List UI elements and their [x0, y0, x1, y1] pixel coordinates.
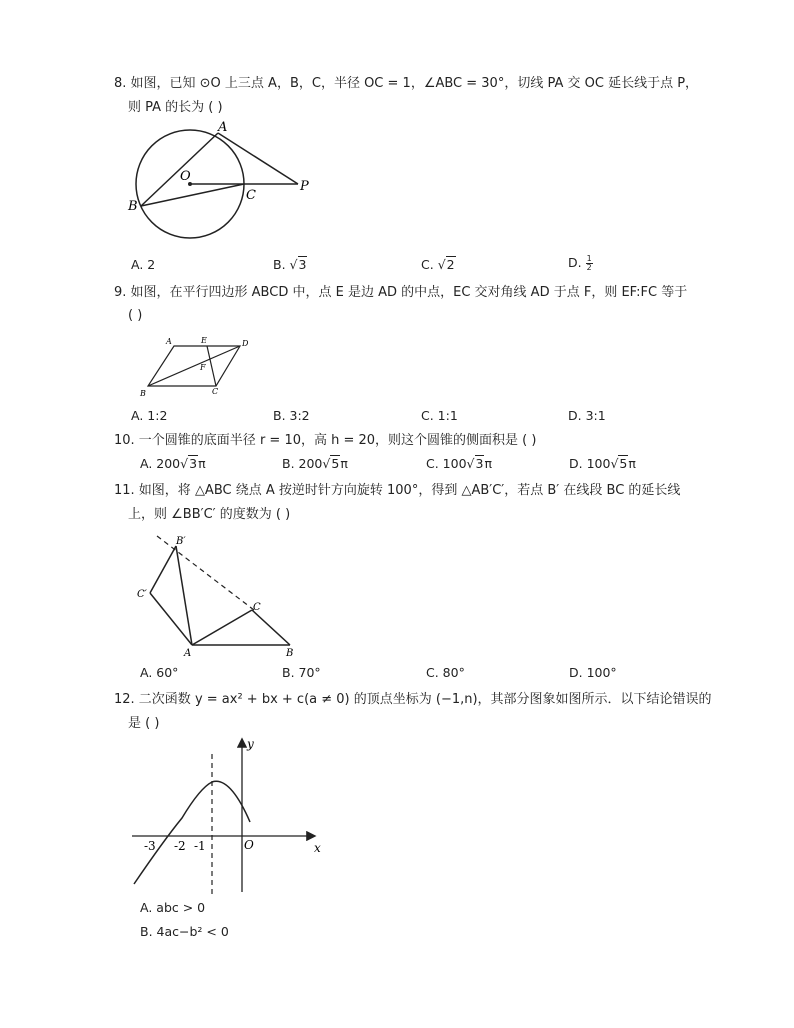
q9-option-b[interactable]: B. 3:2	[273, 408, 310, 423]
q12-stem-line1: 12. 二次函数 y = ax² + bx + c(a ≠ 0) 的顶点坐标为 (−1,n)，其部分图象如图所示．以下结论错误的	[114, 692, 712, 707]
q10-option-d-prefix: D. 100	[569, 456, 611, 471]
q10-option-d-radicand: 5	[619, 456, 628, 471]
q9-label-B: B	[140, 389, 146, 398]
q10-option-c-prefix: C. 100	[426, 456, 467, 471]
q11-label-B: B	[286, 648, 294, 658]
q8-circle-figure	[120, 118, 320, 246]
q12-label-m3: -3	[144, 839, 156, 853]
q12-label-y: y	[247, 737, 254, 751]
q10-option-a-prefix: A. 200	[140, 456, 181, 471]
q11-option-a[interactable]: A. 60°	[140, 665, 179, 680]
q12-label-m2: -2	[174, 839, 186, 853]
q8-stem-line2: 则 PA 的长为 ( )	[128, 100, 223, 115]
q10-option-b[interactable]: B. 200√5π	[282, 456, 348, 471]
q9-segment-EC	[207, 346, 216, 386]
q9-option-a[interactable]: A. 1:2	[131, 408, 168, 423]
q12-label-x: x	[314, 841, 321, 855]
q10-option-d-suffix: π	[628, 456, 636, 471]
q11-label-C: C	[253, 602, 261, 613]
q9-stem-line2: ( )	[128, 308, 143, 323]
q9-stem-line1: 9. 如图，在平行四边形 ABCD 中，点 E 是边 AD 的中点，EC 交对角线 AD 于点 F，则 EF:FC 等于	[114, 285, 688, 300]
q9-label-F: F	[200, 363, 206, 372]
q9-label-E: E	[201, 336, 207, 345]
q10-option-a-suffix: π	[198, 456, 206, 471]
q8-option-c-radicand: 2	[446, 257, 455, 272]
q11-stem-line1: 11. 如图，将 △ABC 绕点 A 按逆时针方向旋转 100°，得到 △AB′C′，若点 B′ 在线段 BC 的延长线	[114, 483, 681, 498]
q9-label-D: D	[242, 339, 249, 348]
q12-parabola-figure	[126, 732, 336, 898]
q11-option-c[interactable]: C. 80°	[426, 665, 465, 680]
q8-option-b[interactable]: B. √3	[273, 257, 307, 272]
q12-stem-line2: 是 ( )	[128, 716, 160, 731]
q9-parallelogram-figure	[136, 334, 256, 400]
q8-label-C: C	[246, 188, 256, 203]
q9-diagonal-BD	[148, 346, 240, 386]
q8-option-b-prefix: B.	[273, 257, 290, 272]
q10-option-b-radicand: 5	[331, 456, 340, 471]
q11-segment-CpA	[150, 593, 192, 645]
q11-rotation-figure	[130, 530, 306, 658]
q8-label-B: B	[128, 199, 138, 214]
q11-option-d[interactable]: D. 100°	[569, 665, 617, 680]
q8-option-c[interactable]: C. √2	[421, 257, 455, 272]
q10-stem: 10. 一个圆锥的底面半径 r = 10，高 h = 20，则这个圆锥的侧面积是 ( )	[114, 433, 537, 448]
q8-segment-BC	[141, 184, 244, 206]
q9-label-A: A	[166, 337, 172, 346]
q12-label-O: O	[244, 838, 254, 852]
q8-option-d-numerator: 1	[586, 254, 592, 263]
q10-option-b-suffix: π	[340, 456, 348, 471]
q11-segment-CB	[252, 610, 290, 645]
q11-label-Bp: B′	[176, 536, 186, 547]
q11-option-b[interactable]: B. 70°	[282, 665, 321, 680]
q9-option-c[interactable]: C. 1:1	[421, 408, 458, 423]
q10-option-d[interactable]: D. 100√5π	[569, 456, 636, 471]
q9-label-C: C	[212, 387, 219, 396]
q12-label-m1: -1	[194, 839, 206, 853]
q12-option-a[interactable]: A. abc > 0	[140, 900, 206, 915]
q8-option-a[interactable]: A. 2	[131, 257, 156, 272]
q8-option-c-prefix: C.	[421, 257, 438, 272]
q11-label-Cp: C′	[137, 589, 147, 600]
q11-segment-BpCp	[150, 546, 176, 593]
q12-parabola	[134, 781, 250, 884]
q11-label-A: A	[184, 648, 192, 658]
q8-option-d-denominator: 2	[586, 263, 592, 272]
q10-option-a-radicand: 3	[189, 456, 198, 471]
q11-dashed-extension	[157, 536, 254, 610]
q8-label-O: O	[180, 169, 191, 184]
q10-option-a[interactable]: A. 200√3π	[140, 456, 206, 471]
q10-option-c-radicand: 3	[475, 456, 484, 471]
q8-option-d-fraction	[586, 255, 593, 272]
q9-option-d[interactable]: D. 3:1	[568, 408, 606, 423]
q8-stem-line1: 8. 如图，已知 ⊙O 上三点 A，B，C，半径 OC = 1，∠ABC = 30°，切线 PA 交 OC 延长线于点 P，	[114, 76, 699, 91]
q8-option-d-prefix: D.	[568, 255, 586, 270]
q8-label-P: P	[300, 179, 309, 194]
q10-option-c-suffix: π	[484, 456, 492, 471]
q10-option-b-prefix: B. 200	[282, 456, 323, 471]
q12-option-b[interactable]: B. 4ac−b² < 0	[140, 924, 229, 939]
q11-stem-line2: 上，则 ∠BB′C′ 的度数为 ( )	[128, 507, 291, 522]
q10-option-c[interactable]: C. 100√3π	[426, 456, 492, 471]
q8-option-b-radicand: 3	[298, 257, 307, 272]
q8-label-A: A	[218, 120, 228, 135]
q8-segment-AP	[218, 133, 298, 184]
q11-segment-AC	[192, 610, 252, 645]
q8-option-d[interactable]	[568, 255, 593, 272]
